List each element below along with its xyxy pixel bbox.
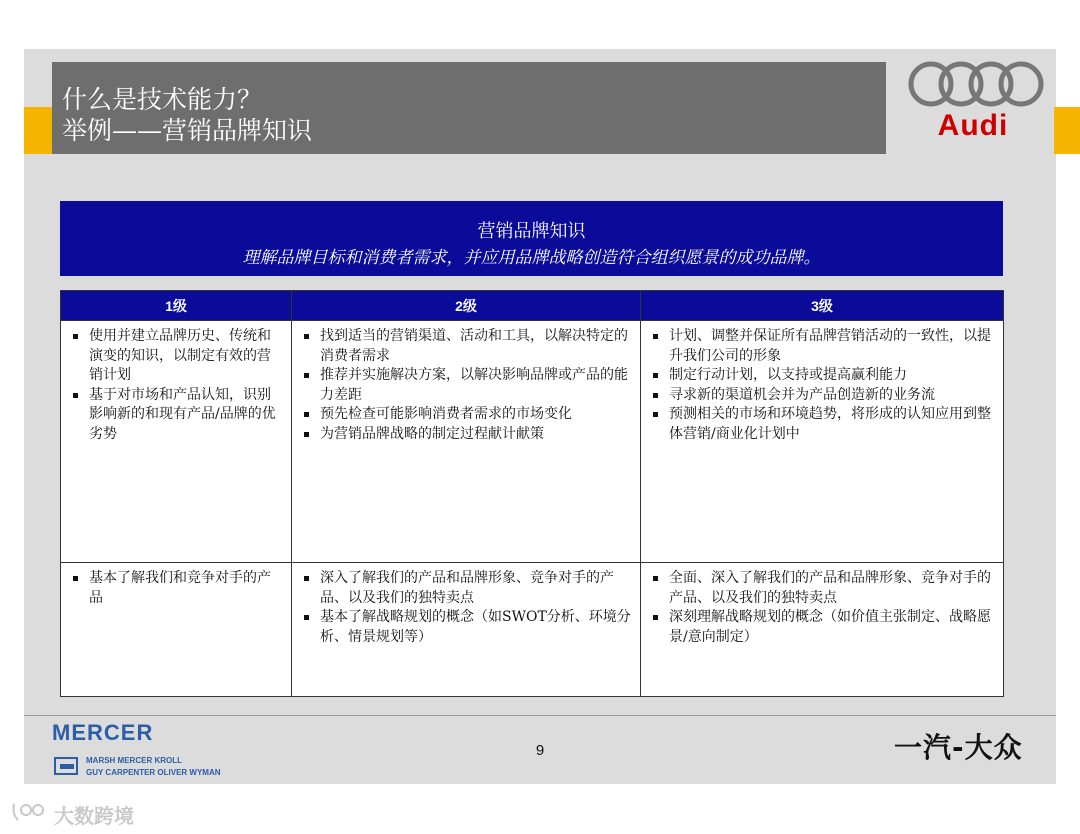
watermark-text: 大数跨境 — [54, 804, 134, 828]
slide-title-line2: 举例——营销品牌知识 — [62, 116, 313, 145]
competency-banner — [60, 201, 1003, 276]
bullet-list — [71, 569, 283, 608]
bullet-list — [71, 327, 283, 444]
mercer-group-line2: GUY CARPENTER OLIVER WYMAN — [86, 768, 221, 777]
bullet-list — [302, 327, 632, 444]
title-accent-stripe — [24, 107, 52, 154]
banner-subtitle: 理解品牌目标和消费者需求，并应用品牌战略创造符合组织愿景的成功品牌。 — [242, 248, 821, 268]
list-item: 寻求新的渠道机会并为产品创造新的业务流 — [651, 386, 995, 406]
table-cell — [292, 563, 641, 697]
watermark-logo-icon — [10, 800, 50, 824]
list-item: 基本了解我们和竞争对手的产品 — [71, 569, 283, 608]
table-header-row — [61, 291, 1004, 321]
list-item: 推荐并实施解决方案，以解决影响品牌或产品的能力差距 — [302, 366, 632, 405]
footer-divider — [24, 715, 1056, 716]
table-cell — [292, 321, 641, 563]
slide-title — [62, 84, 312, 146]
list-item: 预测相关的市场和环境趋势，将形成的认知应用到整体营销/商业化计划中 — [651, 405, 995, 444]
header-level-2: 2级 — [292, 291, 641, 321]
bullet-list — [651, 569, 995, 647]
list-item: 为营销品牌战略的制定过程献计献策 — [302, 425, 632, 445]
partner-logo: 一汽-大众 — [894, 731, 1023, 764]
mercer-logo: MERCER — [52, 720, 154, 745]
table-cell — [61, 321, 292, 563]
list-item: 基于对市场和产品认知，识别影响新的和现有产品/品牌的优劣势 — [71, 386, 283, 445]
table-cell — [61, 563, 292, 697]
mercer-emblem-icon — [54, 757, 78, 775]
audi-wordmark: Audi — [937, 109, 1009, 142]
list-item: 基本了解战略规划的概念（如SWOT分析、环境分析、情景规划等） — [302, 608, 632, 647]
list-item: 找到适当的营销渠道、活动和工具，以解决特定的消费者需求 — [302, 327, 632, 366]
mercer-group-line1: MARSH MERCER KROLL — [86, 756, 182, 765]
list-item: 深刻理解战略规划的概念（如价值主张制定、战略愿景/意向制定） — [651, 608, 995, 647]
header-level-1: 1级 — [61, 291, 292, 321]
list-item: 全面、深入了解我们的产品和品牌形象、竞争对手的产品、以及我们的独特卖点 — [651, 569, 995, 608]
table-row — [61, 321, 1004, 563]
list-item: 制定行动计划，以支持或提高赢利能力 — [651, 366, 995, 386]
slide-title-line1: 什么是技术能力？ — [62, 85, 263, 114]
table-cell — [641, 321, 1004, 563]
banner-title: 营销品牌知识 — [477, 221, 586, 242]
page-number: 9 — [535, 742, 545, 759]
bullet-list — [651, 327, 995, 444]
list-item: 深入了解我们的产品和品牌形象、竞争对手的产品、以及我们的独特卖点 — [302, 569, 632, 608]
levels-table — [60, 290, 1004, 697]
list-item: 计划、调整并保证所有品牌营销活动的一致性，以提升我们公司的形象 — [651, 327, 995, 366]
list-item: 预先检查可能影响消费者需求的市场变化 — [302, 405, 632, 425]
table-row — [61, 563, 1004, 697]
header-level-3: 3级 — [641, 291, 1004, 321]
mercer-group-names — [86, 755, 221, 779]
list-item: 使用并建立品牌历史、传统和演变的知识，以制定有效的营销计划 — [71, 327, 283, 386]
table-cell — [641, 563, 1004, 697]
right-accent-stripe — [1054, 107, 1080, 154]
bullet-list — [302, 569, 632, 647]
